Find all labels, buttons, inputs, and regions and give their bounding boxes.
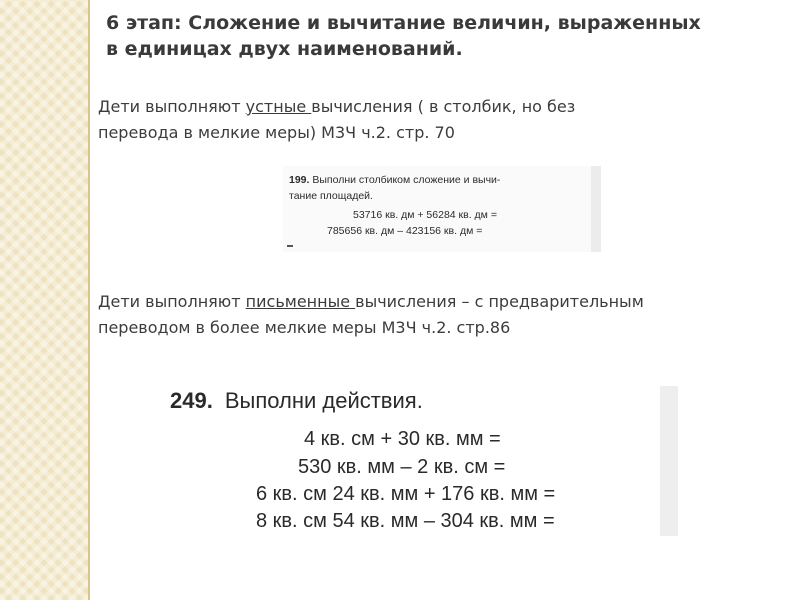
title-line-2: в единицах двух наименований. (106, 38, 463, 60)
exercise-199-task-text: Выполни столбиком сложение и вычи- (312, 174, 501, 186)
para2-prefix: Дети выполняют (98, 292, 246, 311)
scan-mark (287, 245, 293, 247)
scan-shadow (591, 166, 601, 252)
para2-line-1 (98, 289, 758, 315)
exercise-199-image (283, 166, 601, 252)
exercise-249-image (162, 382, 678, 542)
para1-suffix: вычисления ( в столбик, но без (311, 97, 576, 116)
para1-emphasis: устные (245, 97, 312, 116)
exercise-199-expression-1: 53716 кв. дм + 56284 кв. дм = (353, 209, 497, 221)
exercise-199-expression-2: 785656 кв. дм – 423156 кв. дм = (327, 225, 483, 237)
para2-emphasis: письменные (245, 292, 356, 311)
para1-line-2: перевода в мелкие меры) М3Ч ч.2. стр. 70 (98, 123, 455, 142)
exercise-249-task: Выполни действия. (224, 388, 423, 413)
decorative-side-band (0, 0, 88, 600)
exercise-199-task-line-1 (289, 174, 500, 186)
para2-suffix: вычисления – с предварительным (355, 292, 644, 311)
exercise-249-expression-3: 6 кв. см 24 кв. мм + 176 кв. мм = (256, 483, 556, 505)
exercise-249-heading (170, 388, 423, 414)
exercise-249-number: 249. (170, 388, 213, 413)
title-line-1: 6 этап: Сложение и вычитание величин, выраженных (106, 12, 701, 34)
para2-line-2: переводом в более мелкие меры М3Ч ч.2. стр.86 (98, 318, 511, 337)
oral-calculation-paragraph (98, 94, 758, 146)
exercise-249-expression-4: 8 кв. см 54 кв. мм – 304 кв. мм = (256, 510, 555, 532)
exercise-199-number: 199. (289, 174, 310, 186)
exercise-199-task-line-2: тание площадей. (289, 190, 373, 202)
para1-line-1 (98, 94, 758, 120)
written-calculation-paragraph (98, 289, 758, 341)
side-band-divider (88, 0, 90, 600)
para1-prefix: Дети выполняют (98, 97, 246, 116)
slide-title (106, 10, 766, 62)
exercise-249-expression-1: 4 кв. см + 30 кв. мм = (304, 428, 501, 450)
exercise-249-expression-2: 530 кв. мм – 2 кв. см = (298, 456, 506, 478)
scan-shadow (660, 386, 678, 536)
